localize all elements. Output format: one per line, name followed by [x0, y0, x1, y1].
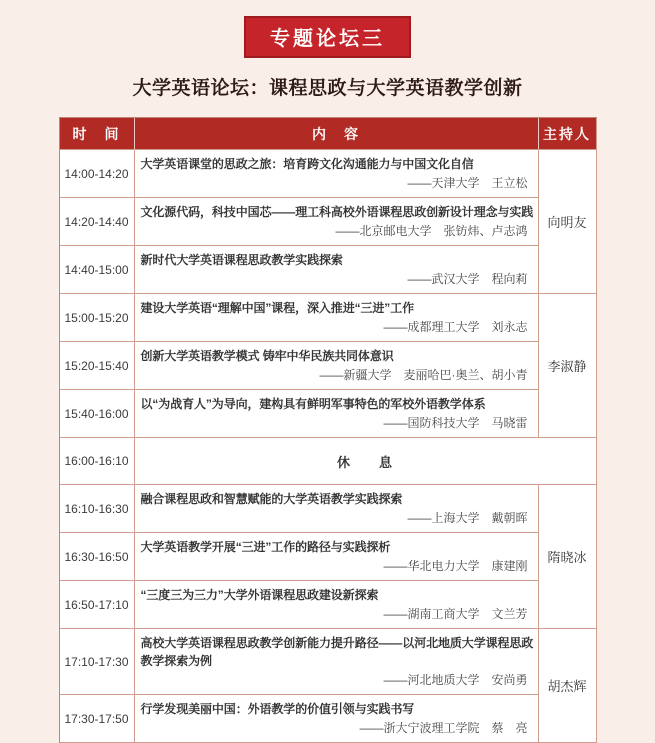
session-time: 14:00-14:20 [60, 150, 135, 198]
table-header-row [60, 118, 597, 150]
session-attribution: ——天津大学 王立松 [407, 176, 528, 190]
session-row [60, 695, 597, 743]
session-time: 14:20-14:40 [60, 198, 135, 246]
host-name: 向明友 [539, 150, 597, 294]
session-row [60, 294, 597, 342]
session-attribution: ——上海大学 戴朝晖 [407, 511, 528, 525]
session-attribution: ——河北地质大学 安尚勇 [383, 673, 528, 687]
session-time: 15:40-16:00 [60, 390, 135, 438]
host-name: 隋晓冰 [539, 485, 597, 629]
session-content [135, 150, 539, 198]
session-row [60, 342, 597, 390]
forum-banner-label: 专题论坛三 [270, 28, 385, 50]
session-content [135, 246, 539, 294]
session-time: 16:50-17:10 [60, 581, 135, 629]
break-cell: 休 息 [135, 438, 597, 485]
session-title: 高校大学英语课程思政教学创新能力提升路径——以河北地质大学课程思政教学探索为例 [140, 636, 534, 668]
session-time: 16:30-16:50 [60, 533, 135, 581]
session-row [60, 390, 597, 438]
session-time: 15:20-15:40 [60, 342, 135, 390]
break-row [60, 438, 597, 485]
session-content [135, 581, 539, 629]
session-attribution: ——湖南工商大学 文兰芳 [383, 607, 528, 621]
session-row [60, 485, 597, 533]
session-time: 16:00-16:10 [60, 438, 135, 485]
session-title: 创新大学英语教学模式 铸牢中华民族共同体意识 [140, 349, 394, 363]
session-time: 17:10-17:30 [60, 629, 135, 695]
page-title: 大学英语论坛：课程思政与大学英语教学创新 [132, 78, 523, 99]
session-attribution: ——成都理工大学 刘永志 [383, 320, 528, 334]
session-content [135, 695, 539, 743]
session-attribution: ——武汉大学 程向莉 [407, 272, 528, 286]
session-row [60, 150, 597, 198]
schedule-body [60, 150, 597, 743]
session-title: 大学英语课堂的思政之旅：培育跨文化沟通能力与中国文化自信 [140, 157, 474, 171]
session-attribution: ——新疆大学 麦丽哈巴·奥兰、胡小青 [319, 368, 528, 382]
session-title: 建设大学英语“理解中国”课程，深入推进“三进”工作 [140, 301, 415, 315]
session-time: 16:10-16:30 [60, 485, 135, 533]
session-attribution: ——华北电力大学 康建刚 [383, 559, 528, 573]
session-row [60, 533, 597, 581]
session-time: 15:00-15:20 [60, 294, 135, 342]
session-row [60, 629, 597, 695]
host-column-header: 主持人 [539, 118, 597, 150]
session-attribution: ——国防科技大学 马晓雷 [383, 416, 528, 430]
session-time: 17:30-17:50 [60, 695, 135, 743]
session-attribution: ——北京邮电大学 张钫炜、卢志鸿 [335, 224, 528, 238]
session-content [135, 198, 539, 246]
session-title: 大学英语教学开展“三进”工作的路径与实践探析 [140, 540, 391, 554]
schedule-table [59, 117, 597, 743]
session-row [60, 246, 597, 294]
session-title: 行学发现美丽中国：外语教学的价值引领与实践书写 [140, 702, 415, 716]
host-name: 胡杰辉 [539, 629, 597, 743]
session-title: “三度三为三力”大学外语课程思政建设新探索 [140, 588, 379, 602]
session-content [135, 294, 539, 342]
session-row [60, 198, 597, 246]
session-time: 14:40-15:00 [60, 246, 135, 294]
session-content [135, 485, 539, 533]
session-attribution: ——浙大宁波理工学院 蔡 亮 [359, 721, 528, 735]
session-content [135, 533, 539, 581]
content-column-header: 内 容 [135, 118, 539, 150]
session-content [135, 629, 539, 695]
session-title: 新时代大学英语课程思政教学实践探索 [140, 253, 343, 267]
banner-wrap [0, 0, 655, 58]
session-content [135, 342, 539, 390]
forum-banner [244, 16, 411, 58]
time-column-header: 时 间 [60, 118, 135, 150]
host-name: 李淑静 [539, 294, 597, 438]
session-title: 以“为战育人”为导向，建构具有鲜明军事特色的军校外语教学体系 [140, 397, 486, 411]
session-title: 文化源代码，科技中国芯——理工科高校外语课程思政创新设计理念与实践 [140, 205, 534, 219]
session-content [135, 390, 539, 438]
session-row [60, 581, 597, 629]
session-title: 融合课程思政和智慧赋能的大学英语教学实践探索 [140, 492, 403, 506]
